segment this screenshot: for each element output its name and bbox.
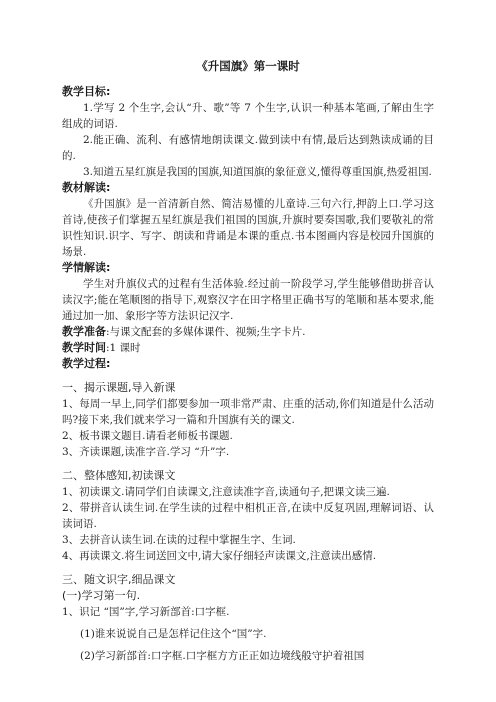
materials-heading: 教材解读:	[62, 181, 111, 194]
time-heading: 教学时间	[62, 341, 106, 354]
part2-item: 1、初读课文.请同学们自读课文,注意读准字音,读通句子,把课文读三遍.	[62, 486, 390, 498]
time-line	[62, 340, 434, 356]
part1-item: 2、板书课文题目.请看老师板书课题.	[62, 430, 233, 442]
goals-heading: 教学目标:	[62, 85, 111, 98]
part2-heading: 二、整体感知,初读课文	[62, 469, 176, 482]
part3-heading: 三、随文识字,细品课文	[62, 573, 176, 586]
page-title: 《升国旗》第一课时	[196, 59, 300, 73]
part3-item: 1、识记 “国”字,学习新部首:口字框.	[62, 606, 230, 618]
part3-subheading: (一)学习第一句.	[62, 589, 141, 602]
goal-item: 2.能正确、流利、有感情地朗读课文.做到读中有情,最后达到熟读成诵的目的.	[62, 134, 434, 162]
part1-item: 1、每周一早上,同学们都要参加一项非常严肃、庄重的活动,你们知道是什么活动吗?接下来,我们就来学习一篇和升国旗有关的课文.	[62, 398, 434, 426]
materials-text: 《升国旗》是一首清新自然、简洁易懂的儿童诗.三句六行,押韵上口.学习这首诗,使孩子们掌握五星红旗是我们祖国的国旗,升旗时要奏国歌,我们要敬礼的常识性知识.识字、写字、朗读和背诵是本课的重点.书本图画内容是校园升国旗的场景.	[62, 198, 434, 258]
part3-sub-item: (2)学习新部首:口字框.口字框方方正正如边境线般守护着祖国	[80, 650, 365, 662]
process-heading: 教学过程:	[62, 357, 111, 370]
prep-heading: 教学准备	[62, 325, 106, 338]
time-text: :1 课时	[106, 342, 141, 354]
students-text: 学生对升旗仪式的过程有生活体验.经过前一阶段学习,学生能够借助拼音认读汉字;能在笔顺图的指导下,观察汉字在田字格里正确书写的笔顺和基本要求,能通过加一加、象形字等方法识记汉字.	[62, 278, 434, 322]
part2-item: 3、去拼音认读生词.在读的过程中掌握生字、生词.	[62, 534, 296, 546]
document-body	[62, 84, 434, 664]
prep-line	[62, 324, 434, 340]
prep-text: :与课文配套的多媒体课件、视频;生字卡片.	[106, 326, 306, 338]
part2-item: 2、带拼音认读生词.在学生读的过程中相机正音,在读中反复巩固,理解词语、认读词语.	[62, 502, 434, 530]
goal-item: 3.知道五星红旗是我国的国旗,知道国旗的象征意义,懂得尊重国旗,热爱祖国.	[83, 166, 432, 178]
students-heading: 学情解读:	[62, 261, 111, 274]
part2-item: 4、再读课文.将生词送回文中,请大家仔细轻声读课文,注意读出感情.	[62, 550, 377, 562]
part1-item: 3、齐读课题,读准字音.学习 “升”字.	[62, 446, 230, 458]
goal-item: 1.学写 2 个生字,会认“升、歌”等 7 个生字,认识一种基本笔画,了解由生字组成的词语.	[62, 102, 434, 130]
part3-sub-item: (1)谁来说说自己是怎样记住这个“国”字.	[80, 628, 267, 640]
part1-heading: 一、揭示课题,导入新课	[62, 381, 176, 394]
